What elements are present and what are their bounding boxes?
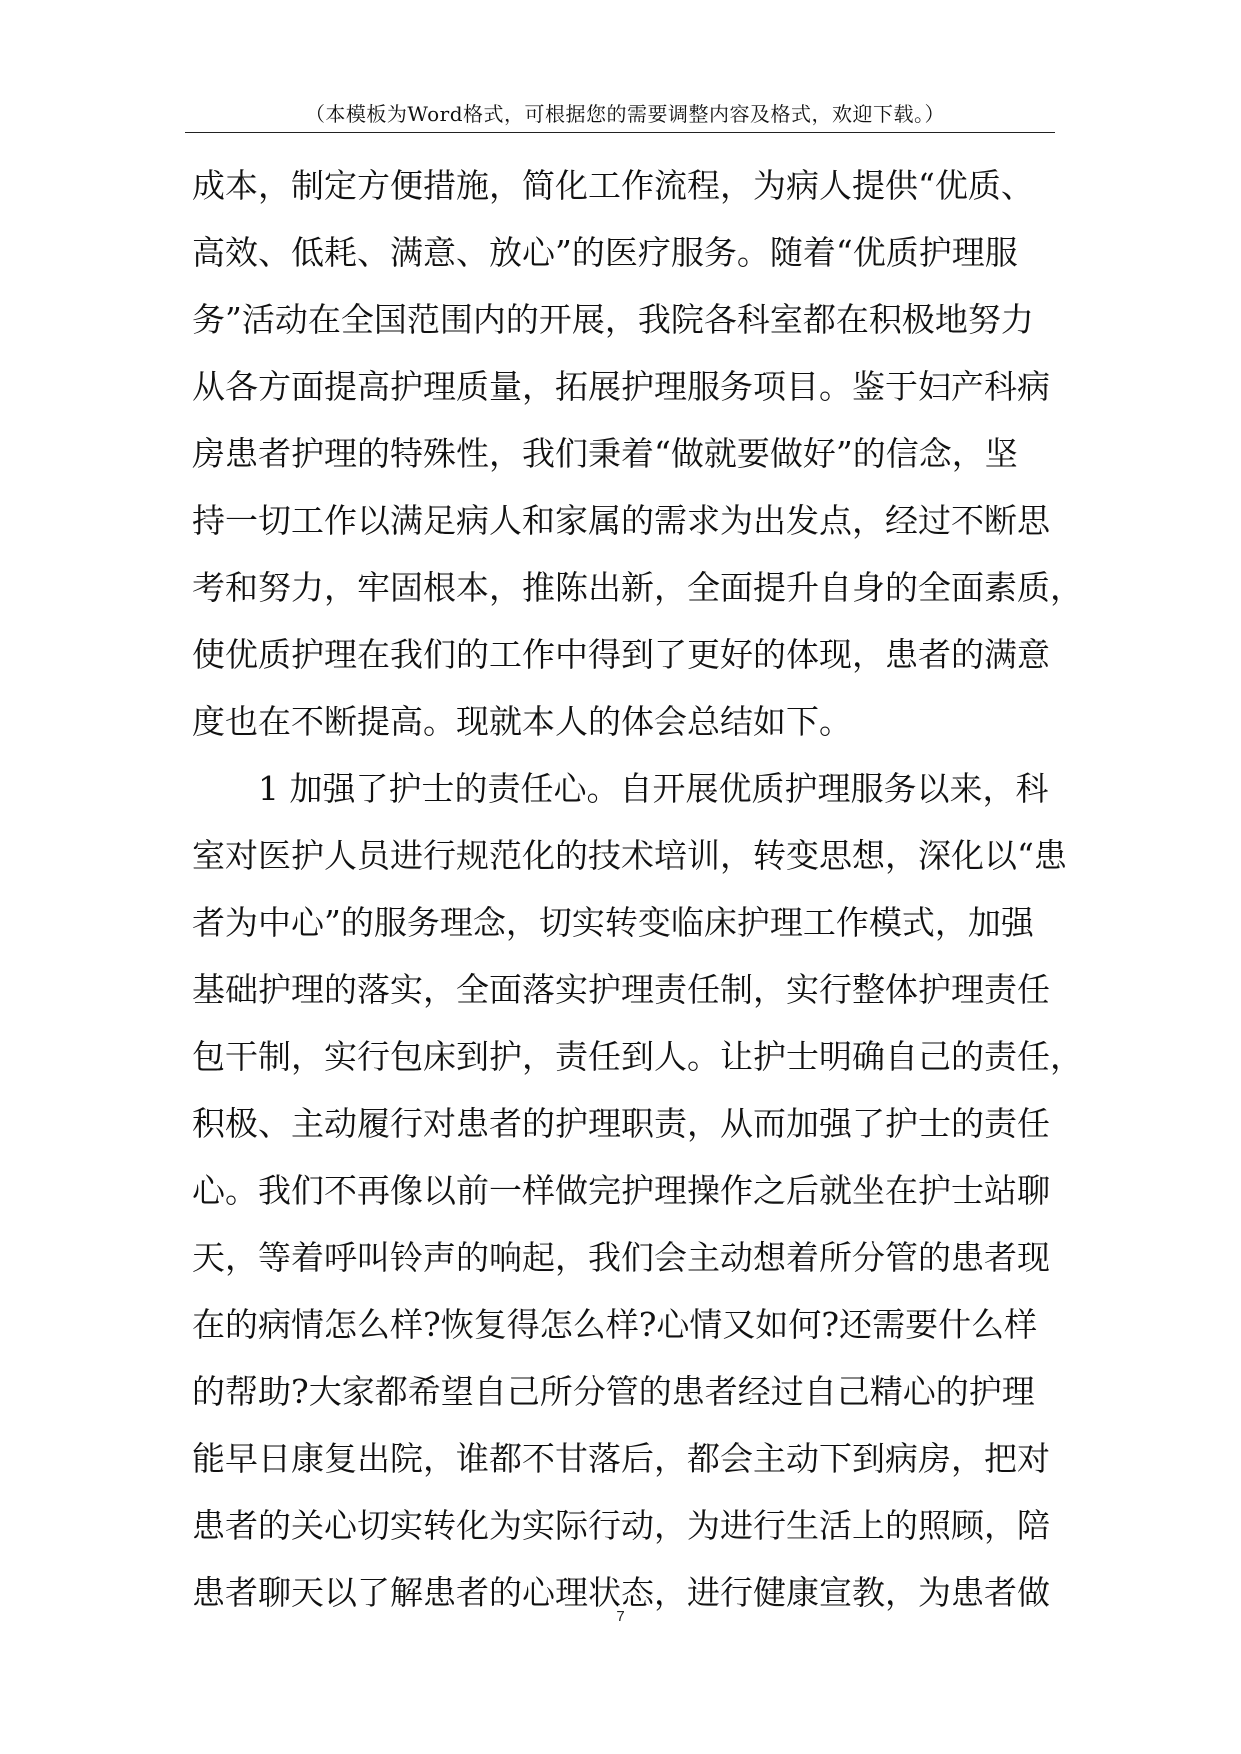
body-line: 高效、低耗、满意、放心”的医疗服务。随着“优质护理服 (192, 233, 1018, 272)
body-line: 患者聊天以了解患者的心理状态，进行健康宣教，为患者做 (192, 1573, 1050, 1612)
body-line: 务”活动在全国范围内的开展，我院各科室都在积极地努力 (192, 300, 1034, 339)
body-line: 从各方面提高护理质量，拓展护理服务项目。鉴于妇产科病 (192, 367, 1050, 406)
body-line: 室对医护人员进行规范化的技术培训，转变思想，深化以“患 (192, 836, 1067, 875)
body-line: 患者的关心切实转化为实际行动，为进行生活上的照顾，陪 (192, 1506, 1050, 1545)
body-line: 考和努力，牢固根本，推陈出新，全面提升自身的全面素质， (192, 568, 1083, 607)
body-line: 的帮助?大家都希望自己所分管的患者经过自己精心的护理 (192, 1372, 1035, 1411)
body-line: 心。我们不再像以前一样做完护理操作之后就坐在护士站聊 (192, 1171, 1050, 1210)
body-line: 积极、主动履行对患者的护理职责，从而加强了护士的责任 (192, 1104, 1050, 1143)
page-number: 7 (616, 1608, 625, 1625)
body-line: 使优质护理在我们的工作中得到了更好的体现，患者的满意 (192, 635, 1050, 674)
body-line: 度也在不断提高。现就本人的体会总结如下。 (192, 702, 852, 741)
body-line: 1 加强了护士的责任心。自开展优质护理服务以来，科 (192, 769, 1049, 808)
body-line: 天，等着呼叫铃声的响起，我们会主动想着所分管的患者现 (192, 1238, 1050, 1277)
body-line: 基础护理的落实，全面落实护理责任制，实行整体护理责任 (192, 970, 1050, 1009)
body-line: 在的病情怎么样?恢复得怎么样?心情又如何?还需要什么样 (192, 1305, 1038, 1344)
body-line: 者为中心”的服务理念，切实转变临床护理工作模式，加强 (192, 903, 1034, 942)
body-line: 包干制，实行包床到护，责任到人。让护士明确自己的责任， (192, 1037, 1083, 1076)
body-line: 能早日康复出院，谁都不甘落后，都会主动下到病房，把对 (192, 1439, 1050, 1478)
body-line: 房患者护理的特殊性，我们秉着“做就要做好”的信念，坚 (192, 434, 1018, 473)
body-line: 成本，制定方便措施，简化工作流程，为病人提供“优质、 (192, 166, 1034, 205)
header-note: （本模板为Word格式，可根据您的需要调整内容及格式，欢迎下载。） (304, 102, 946, 126)
header-divider (185, 132, 1055, 133)
body-text (192, 152, 1083, 1626)
body-line: 持一切工作以满足病人和家属的需求为出发点，经过不断思 (192, 501, 1050, 540)
